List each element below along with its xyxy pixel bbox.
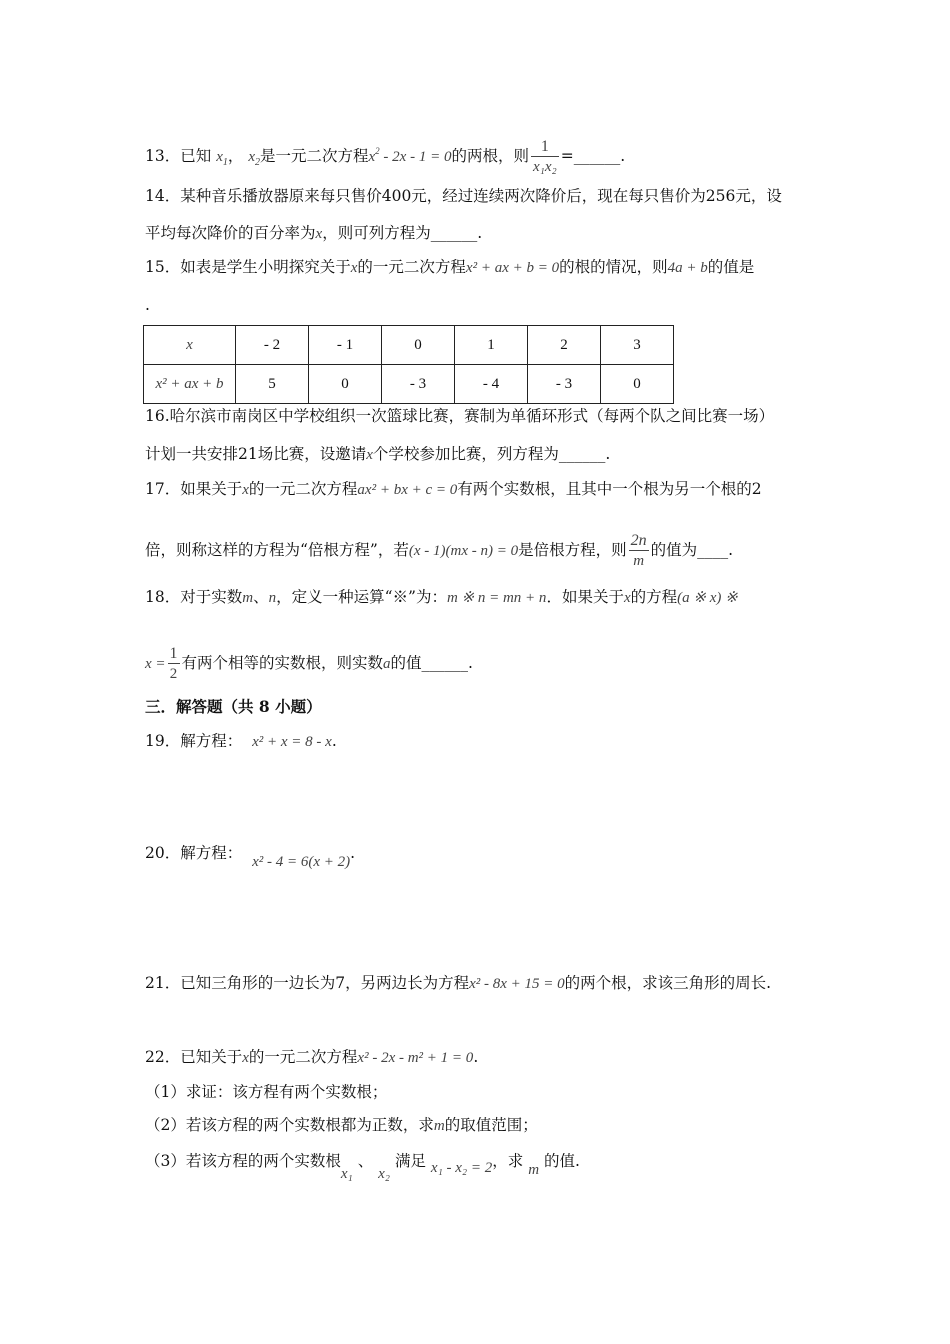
q17-fraction: $\frac{2n}{m}$: [630, 532, 647, 569]
q15-expression: 4a + b: [667, 260, 708, 276]
table-cell: - 2: [236, 326, 309, 365]
question-22: 22．已知关于x的一元二次方程x² - 2x - m² + 1 = 0.: [145, 1048, 479, 1066]
q21-equation: x² - 8x + 15 = 0: [469, 976, 565, 992]
table-cell: 0: [382, 326, 455, 365]
q20-equation: x² - 4 = 6(x + 2): [252, 854, 351, 870]
question-15-line2: .: [145, 296, 150, 314]
table-cell: 0: [309, 365, 382, 404]
q13-fraction: $\frac{1}{\text{x₁x₂}}$: [532, 138, 557, 175]
table-cell: 2: [528, 326, 601, 365]
q13-comma: ，: [227, 147, 244, 165]
question-19: 19．解方程： x² + x = 8 - x.: [145, 732, 337, 750]
table-cell: 5: [236, 365, 309, 404]
table-cell: - 4: [455, 365, 528, 404]
question-17-line2: 倍，则称这样的方程为“倍根方程”，若(x - 1)(mx - n) = 0是倍根方程，则 $\frac{2n}{m}$ 的值为____.: [145, 532, 734, 569]
q22-equation: x² - 2x - m² + 1 = 0: [357, 1050, 474, 1066]
q18-equation: (a ※ x) ※: [677, 590, 738, 606]
q16-var-x: x: [366, 447, 373, 463]
q22-x2: x₂: [378, 1166, 391, 1182]
q18-var-a: a: [383, 656, 391, 672]
q18-lhs: x =: [145, 656, 166, 672]
q22-x1: x₁: [340, 1166, 353, 1182]
table-cell: x² + ax + b: [144, 365, 236, 404]
q13-text2: 是一元二次方程: [259, 147, 369, 165]
q13-x2: $x_2$: [248, 149, 260, 168]
table-cell: - 3: [382, 365, 455, 404]
question-14-line1: 14．某种音乐播放器原来每只售价400元，经过连续两次降价后，现在每只售价为256元，设: [145, 187, 782, 205]
table-cell: 3: [601, 326, 674, 365]
question-18-line2: x = $\frac{1}{2}$ 有两个相等的实数根，则实数a的值______.: [145, 645, 473, 682]
question-22-part3: （3）若该方程的两个实数根x₁ 、 x₂ 满足 x₁ - x₂ = 2，求 m 的值.: [145, 1152, 580, 1182]
q17-equation: ax² + bx + c = 0: [357, 482, 458, 498]
q22-condition: x₁ - x₂ = 2: [430, 1160, 493, 1176]
q15-equation: x² + ax + b = 0: [465, 260, 560, 276]
q13-x1: $x_1$: [216, 149, 228, 168]
q18-fraction: $\frac{1}{2}$: [169, 645, 178, 682]
table-row-values: [144, 365, 674, 404]
table-cell: 1: [455, 326, 528, 365]
q22-var-m: m: [433, 1118, 445, 1134]
question-22-part2: （2）若该方程的两个实数根都为正数，求m的取值范围；: [145, 1116, 538, 1134]
question-15: 15．如表是学生小明探究关于x的一元二次方程x² + ax + b = 0的根的情况，则4a + b的值是: [145, 258, 755, 276]
q17-var-x: x: [242, 482, 249, 498]
question-14-line2: 平均每次降价的百分率为x，则可列方程为______.: [145, 224, 483, 242]
q15-var-x: x: [350, 260, 358, 276]
q14-var-x: x: [315, 226, 323, 242]
question-16-line1: 16.哈尔滨市南岗区中学校组织一次篮球比赛，赛制为单循环形式（每两个队之间比赛一场）: [145, 407, 775, 425]
q18-var-m: m: [242, 590, 254, 606]
q22-var-x: x: [242, 1050, 249, 1066]
question-13: [145, 138, 625, 176]
q18-definition: m ※ n = mn + n: [446, 590, 547, 606]
table-cell: 0: [601, 365, 674, 404]
question-18: 18．对于实数m、n，定义一种运算“※”为：m ※ n = mn + n．如果关于x的方程(a ※ x) ※: [145, 588, 738, 606]
table-cell: - 1: [309, 326, 382, 365]
question-21: 21．已知三角形的一边长为7，另两边长为方程x² - 8x + 15 = 0的两个根，求该三角形的周长.: [145, 974, 772, 992]
q13-number: 13．: [145, 147, 181, 165]
q15-table: [143, 325, 674, 404]
question-22-part1: （1）求证：该方程有两个实数根；: [145, 1083, 388, 1101]
table-cell: x: [144, 326, 236, 365]
q18-var-x: x: [623, 590, 631, 606]
table-cell: - 3: [528, 365, 601, 404]
table-row-header: [144, 326, 674, 365]
section-heading: 三．解答题（共 8 小题）: [145, 697, 322, 716]
question-16-line2: 计划一共安排21场比赛，设邀请x个学校参加比赛，列方程为______.: [145, 445, 611, 463]
q17-equation2: (x - 1)(mx - n) = 0: [408, 543, 519, 559]
q13-text: 已知: [180, 147, 212, 165]
question-20: 20．解方程： x² - 4 = 6(x + 2).: [145, 844, 356, 870]
q19-equation: x² + x = 8 - x: [252, 734, 332, 750]
q13-equation: $x^2 - 2x - 1 = 0$: [368, 146, 452, 165]
q22-var-m2: m: [528, 1162, 540, 1178]
q13-answer-blank: =______.: [560, 147, 626, 165]
q18-var-n: n: [268, 590, 277, 606]
question-17: 17．如果关于x的一元二次方程ax² + bx + c = 0有两个实数根，且其中一个根为另一个根的2: [145, 480, 762, 498]
q13-text3: 的两根，则: [451, 147, 529, 165]
